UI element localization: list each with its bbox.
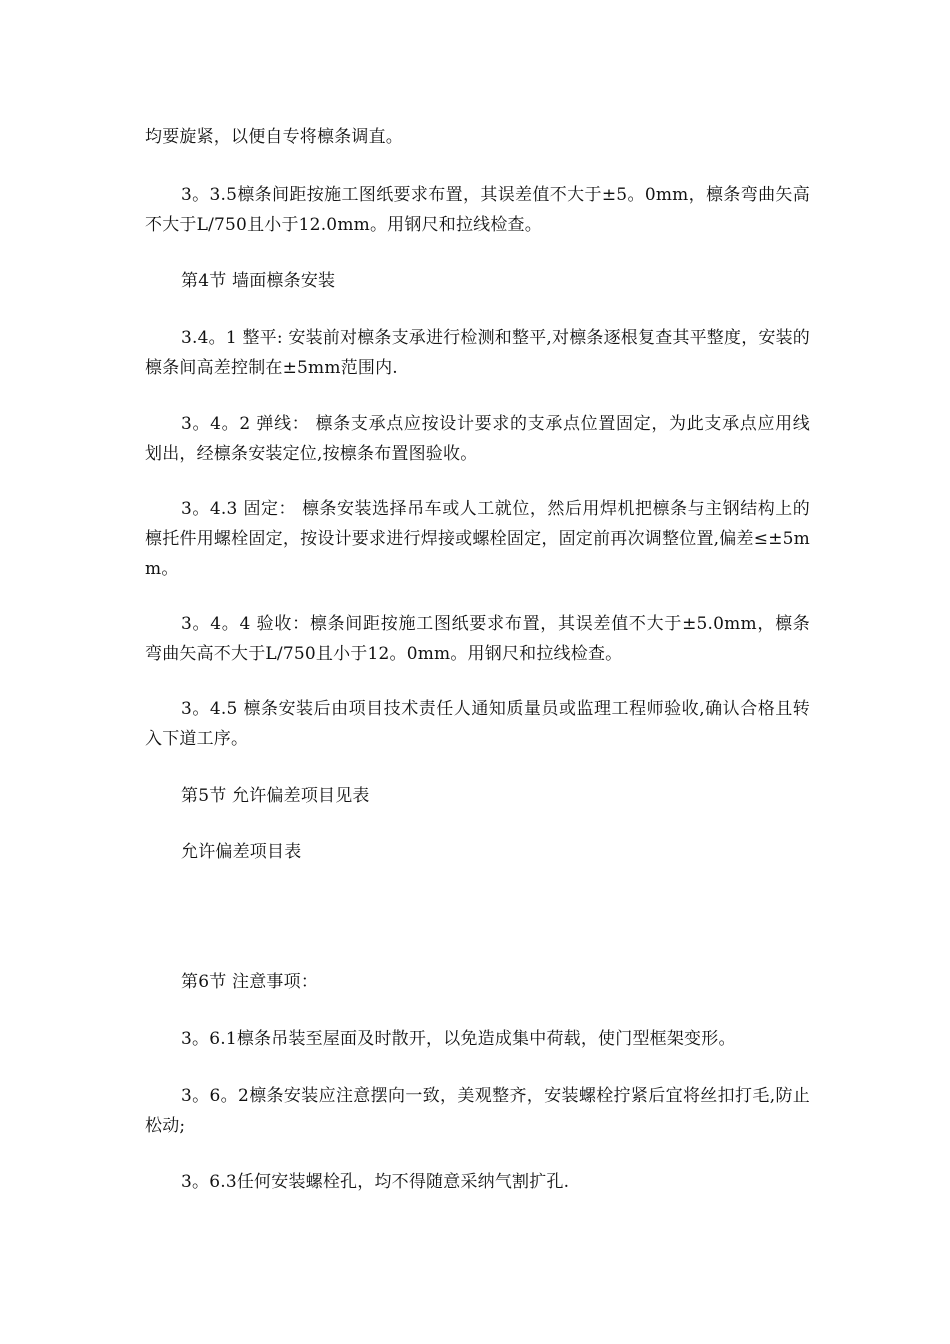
section-heading: 第5节 允许偏差项目见表 xyxy=(181,786,370,806)
paragraph: 均要旋紧，以便自专将檩条调直。 xyxy=(145,127,403,147)
section-heading: 第4节 墙面檩条安装 xyxy=(181,271,336,291)
paragraph: 3.4。1 整平: 安装前对檩条支承进行检测和整平,对檩条逐根复查其平整度，安装的檩条间高差控制在±5mm范围内. xyxy=(145,328,810,378)
paragraph: 3。4。4 验收：檩条间距按施工图纸要求布置，其误差值不大于±5.0mm，檩条弯曲矢高不大于L/750且小于12。0mm。用钢尺和拉线检查。 xyxy=(145,614,810,664)
paragraph: 3。4.5 檩条安装后由项目技术责任人通知质量员或监理工程师验收,确认合格且转入下道工序。 xyxy=(145,699,810,749)
section-heading: 第6节 注意事项： xyxy=(181,972,319,992)
table-caption: 允许偏差项目表 xyxy=(181,842,302,862)
paragraph: 3。6.1檩条吊装至屋面及时散开，以免造成集中荷载，使门型框架变形。 xyxy=(181,1029,736,1049)
paragraph: 3。3.5檩条间距按施工图纸要求布置，其误差值不大于±5。0mm，檩条弯曲矢高不大于L/750且小于12.0mm。用钢尺和拉线检查。 xyxy=(145,185,810,235)
paragraph: 3。6.3任何安装螺栓孔，均不得随意采纳气割扩孔. xyxy=(181,1172,570,1192)
paragraph: 3。4.3 固定： 檩条安装选择吊车或人工就位，然后用焊机把檩条与主钢结构上的檩托件用螺栓固定，按设计要求进行焊接或螺栓固定，固定前再次调整位置,偏差≤±5mm。 xyxy=(145,499,810,579)
paragraph: 3。6。2檩条安装应注意摆向一致，美观整齐，安装螺栓拧紧后宜将丝扣打毛,防止松动; xyxy=(145,1086,810,1136)
paragraph: 3。4。2 弹线： 檩条支承点应按设计要求的支承点位置固定，为此支承点应用线划出，经檩条安装定位,按檩条布置图验收。 xyxy=(145,414,810,464)
